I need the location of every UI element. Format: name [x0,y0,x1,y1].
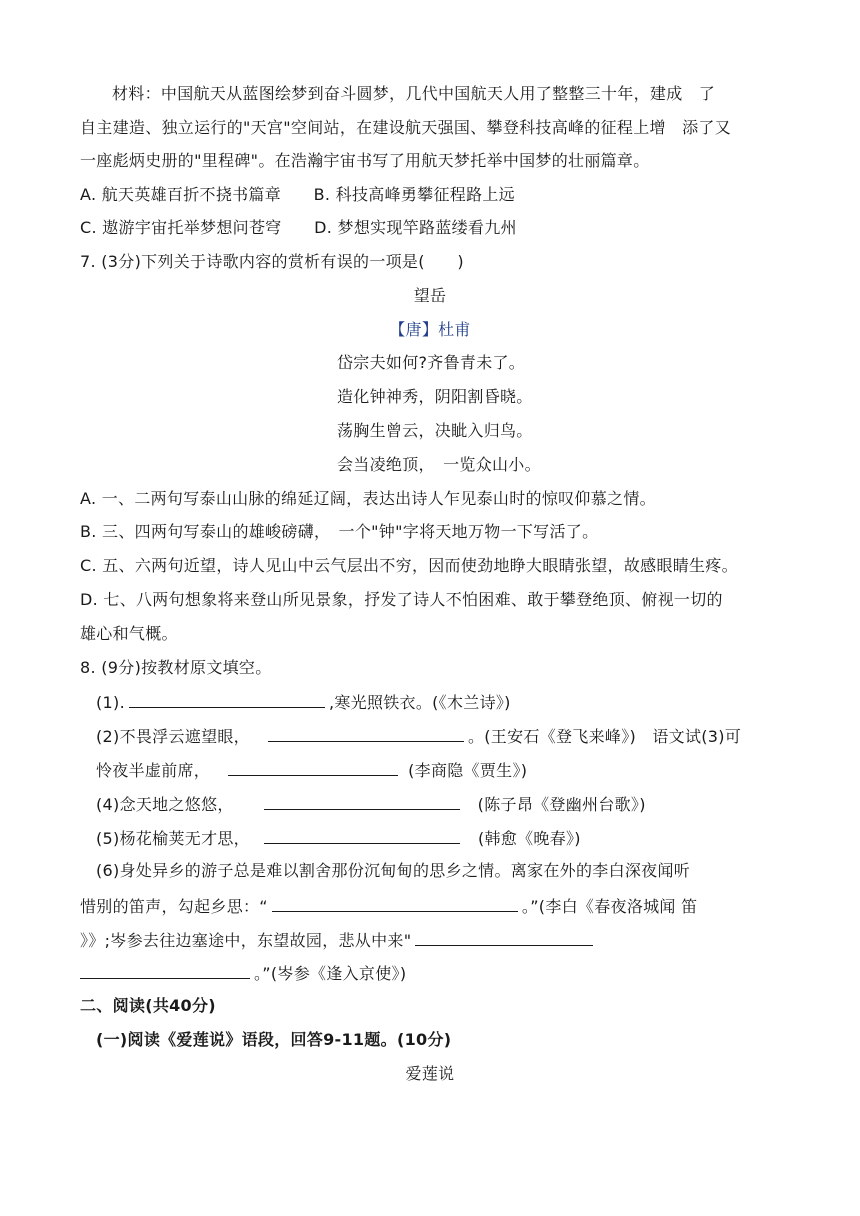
q7-option-d-line-2: 雄心和气概。 [80,624,178,643]
poem-line-2: 造化钟神秀，阴阳割昏晓。 [337,387,533,406]
q8-item-4-blank[interactable] [264,791,460,810]
q8-item-3-source: (李商隐《贾生》) [408,761,528,780]
q8-item-4-source: (陈子昂《登幽州台歌》) [477,795,646,814]
q7-stem: 7. (3分)下列关于诗歌内容的赏析有误的一项是( ) [80,252,464,271]
q8-item-2-blank[interactable] [268,723,464,742]
poem-line-4: 会当凌绝顶， 一览众山小。 [337,455,541,474]
section-2-subheading: (一)阅读《爱莲说》语段，回答9-11题。(10分) [96,1030,452,1049]
q8-item-3-prefix: 怜夜半虚前席， [96,761,211,780]
q6-options-cd: C. 遨游宇宙托举梦想问苍穹 D. 梦想实现竿路蓝缕看九州 [80,218,517,237]
q8-item-5 [96,825,581,851]
q8-item-6-line-1: (6)身处异乡的游子总是难以割舍那份沉甸甸的思乡之情。离家在外的李白深夜闻听 [96,861,691,880]
q8-item-3-blank[interactable] [228,757,398,776]
q8-item-1-source: ,寒光照铁衣。(《木兰诗》) [328,693,511,712]
q8-item-6-cen-shen: 》》;岑参去往边塞途中，东望故园，悲从中来" [80,931,412,950]
q8-item-1-prefix: (1). [96,693,125,712]
q8-item-6-intro: 惜别的笛声，勾起乡思：“ [80,897,268,916]
q8-item-6-line-2 [80,893,697,919]
q8-item-1 [96,689,511,715]
q8-item-4 [96,791,646,817]
q7-option-c: C. 五、六两句近望，诗人见山中云气层出不穷，因而使劲地睁大眼睛张望，故感眼睛生疼。 [80,556,738,575]
q8-item-5-source: (韩愈《晚春》) [477,829,581,848]
q8-item-4-prefix: (4)念天地之悠悠， [96,795,234,814]
q8-item-6-blank-1[interactable] [272,893,518,912]
q8-item-2-prefix: (2)不畏浮云遮望眼， [96,727,250,746]
q7-option-d-line-1: D. 七、八两句想象将来登山所见景象，抒发了诗人不怕困难、敢于攀登绝顶、俯视一切的 [80,590,723,609]
poem-line-1: 岱宗夫如何?齐鲁青未了。 [337,353,526,372]
q8-item-6-source-2: 。”(岑参《逢入京使》) [254,964,407,983]
q8-stem: 8. (9分)按教材原文填空。 [80,658,272,677]
q6-options-ab: A. 航天英雄百折不挠书篇章 B. 科技高峰勇攀征程路上远 [80,185,515,204]
q8-item-6-line-4 [80,960,406,986]
q8-item-2-source: 。(王安石《登飞来峰》) 语文试(3)可 [467,727,742,746]
section-2-heading: 二、阅读(共40分) [80,996,216,1015]
poem-line-3: 荡胸生曾云，决眦入归鸟。 [337,421,533,440]
material-line-2: 自主建造、独立运行的"天宫"空间站，在建设航天强国、攀登科技高峰的征程上增 添了又 [80,118,732,137]
poem-author: 【唐】杜甫 [389,320,471,339]
poem-title: 望岳 [413,286,447,305]
q7-option-b: B. 三、四两句写泰山的雄峻磅礴， 一个"钟"字将天地万物一下写活了。 [80,522,599,541]
passage-title: 爱莲说 [405,1064,455,1083]
q8-item-6-blank-3[interactable] [80,960,250,979]
q7-option-a: A. 一、二两句写泰山山脉的绵延辽阔，表达出诗人乍见泰山时的惊叹仰慕之情。 [80,489,656,508]
q8-item-3 [96,757,527,783]
q8-item-2 [96,723,741,749]
q8-item-5-prefix: (5)杨花榆荚无才思， [96,829,250,848]
q8-item-5-blank[interactable] [264,825,460,844]
q8-item-6-line-3 [80,927,597,953]
material-line-3: 一座彪炳史册的"里程碑"。在浩瀚宇宙书写了用航天梦托举中国梦的壮丽篇章。 [80,151,650,170]
q8-item-1-blank[interactable] [129,689,325,708]
material-line-1: 材料：中国航天从蓝图绘梦到奋斗圆梦，几代中国航天人用了整整三十年，建成 了 [112,84,716,103]
q8-item-6-source-1: 。”(李白《春夜洛城闻 笛 [521,897,698,916]
q8-item-6-blank-2[interactable] [415,927,593,946]
